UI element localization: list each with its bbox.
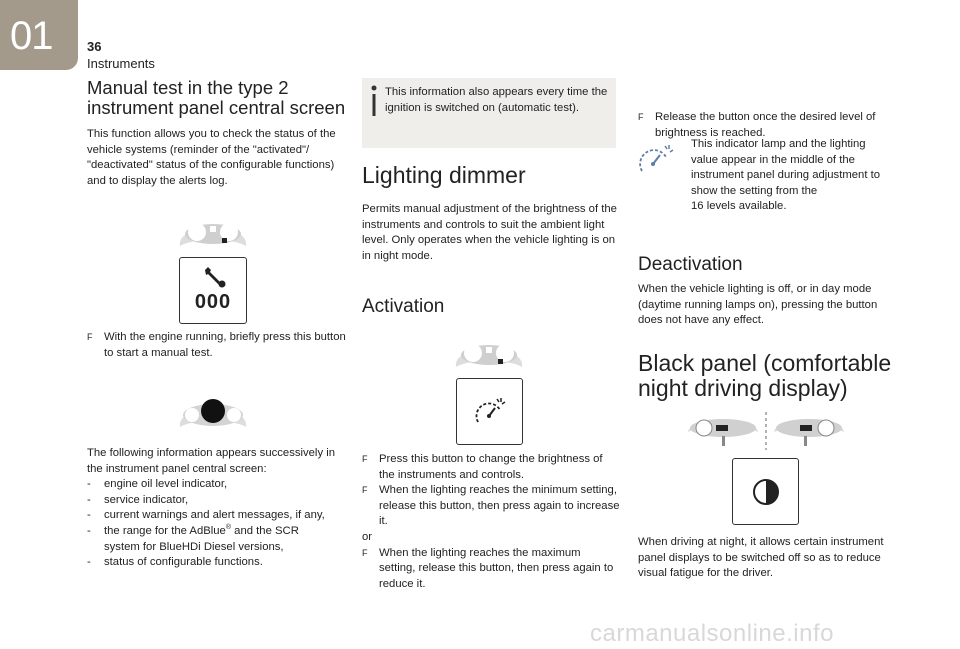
instrument-cluster-icon bbox=[450, 333, 528, 371]
info-icon bbox=[369, 84, 379, 118]
deactivation-title: Deactivation bbox=[638, 254, 743, 275]
activation-step: F When the lighting reaches the maximum setting, release this button, then press again to reduce it. bbox=[362, 546, 620, 593]
wrench-icon bbox=[202, 266, 228, 288]
black-panel-title-line1: Black panel (comfortable bbox=[638, 350, 892, 376]
page-number: 36 bbox=[87, 39, 102, 54]
manual-test-title bbox=[87, 78, 357, 118]
chapter-tab bbox=[0, 0, 78, 70]
lighting-dimmer-button[interactable] bbox=[456, 378, 523, 445]
indicator-lamp-text bbox=[691, 137, 891, 215]
manual-test-step: F With the engine running, briefly press this button to start a manual test. bbox=[87, 330, 347, 361]
lighting-dimmer-intro: Permits manual adjustment of the brightness of the instruments and controls to suit the ambient light level. Only operates when the vehicle lighting is on in night mode. bbox=[362, 203, 617, 262]
registered-mark: ® bbox=[225, 524, 232, 532]
adblue-text: the range for the AdBlue bbox=[104, 524, 226, 537]
black-panel-title-line2: night driving display) bbox=[638, 375, 848, 401]
lighting-dimmer-title: Lighting dimmer bbox=[362, 162, 526, 188]
chapter-number: 01 bbox=[10, 14, 53, 58]
section-name: Instruments bbox=[87, 56, 155, 71]
info-sequence-intro: The following information appears successively in the instrument panel central screen: bbox=[87, 447, 336, 475]
list-item bbox=[87, 524, 349, 540]
indicator-lamp-text-levels: 16 levels available. bbox=[691, 200, 787, 213]
manual-test-intro: This function allows you to check the status of the vehicle systems (reminder of the "activated"/ "deactivated" status of the configurable functions) and to display the alerts log. bbox=[87, 128, 336, 187]
black-panel-title bbox=[638, 351, 928, 401]
manual-test-title-line1: Manual test in the type 2 bbox=[87, 77, 289, 98]
scr-text: and the SCR bbox=[231, 524, 299, 537]
list-item: - status of configurable functions. bbox=[87, 555, 349, 571]
list-item: - service indicator, bbox=[87, 493, 349, 509]
activation-steps bbox=[362, 452, 620, 592]
activation-title: Activation bbox=[362, 296, 445, 317]
info-note bbox=[362, 78, 616, 148]
activation-step: F Press this button to change the brightness of the instruments and controls. bbox=[362, 452, 620, 483]
or-separator: or bbox=[362, 530, 373, 543]
manual-test-title-line2: instrument panel central screen bbox=[87, 97, 346, 118]
watermark: carmanualsonline.info bbox=[590, 620, 834, 647]
info-sequence bbox=[87, 446, 349, 571]
manual-test-button[interactable] bbox=[179, 257, 247, 324]
black-panel-text: When driving at night, it allows certain instrument panel displays to be switched off so as to reduce visual fatigue for the driver. bbox=[638, 536, 884, 580]
info-note-text: This information also appears every time the ignition is switched on (automatic test). bbox=[385, 86, 608, 114]
dimmer-indicator-lamp-icon bbox=[638, 143, 676, 175]
black-panel-comparison-icon bbox=[686, 410, 846, 452]
dimmer-gauge-icon bbox=[474, 396, 506, 428]
instrument-cluster-screen-icon bbox=[174, 393, 252, 431]
list-item-continued: system for BlueHDi Diesel versions, bbox=[104, 540, 284, 553]
list-item: - engine oil level indicator, bbox=[87, 477, 349, 493]
button-display-digits: 000 bbox=[194, 291, 232, 313]
activation-step: F When the lighting reaches the minimum setting, release this button, then press again to increase it. bbox=[362, 483, 620, 530]
instrument-cluster-icon bbox=[174, 212, 252, 250]
half-circle-icon bbox=[752, 478, 780, 506]
release-step: F Release the button once the desired level of brightness is reached. bbox=[638, 110, 896, 141]
indicator-lamp-text-main: This indicator lamp and the lighting value appear in the middle of the instrument panel during adjustment to show the setting from the bbox=[691, 138, 881, 197]
black-panel-button[interactable] bbox=[732, 458, 799, 525]
list-item: - current warnings and alert messages, if any, bbox=[87, 508, 349, 524]
deactivation-text: When the vehicle lighting is off, or in day mode (daytime running lamps on), pressing the button does not have any effect. bbox=[638, 283, 878, 327]
